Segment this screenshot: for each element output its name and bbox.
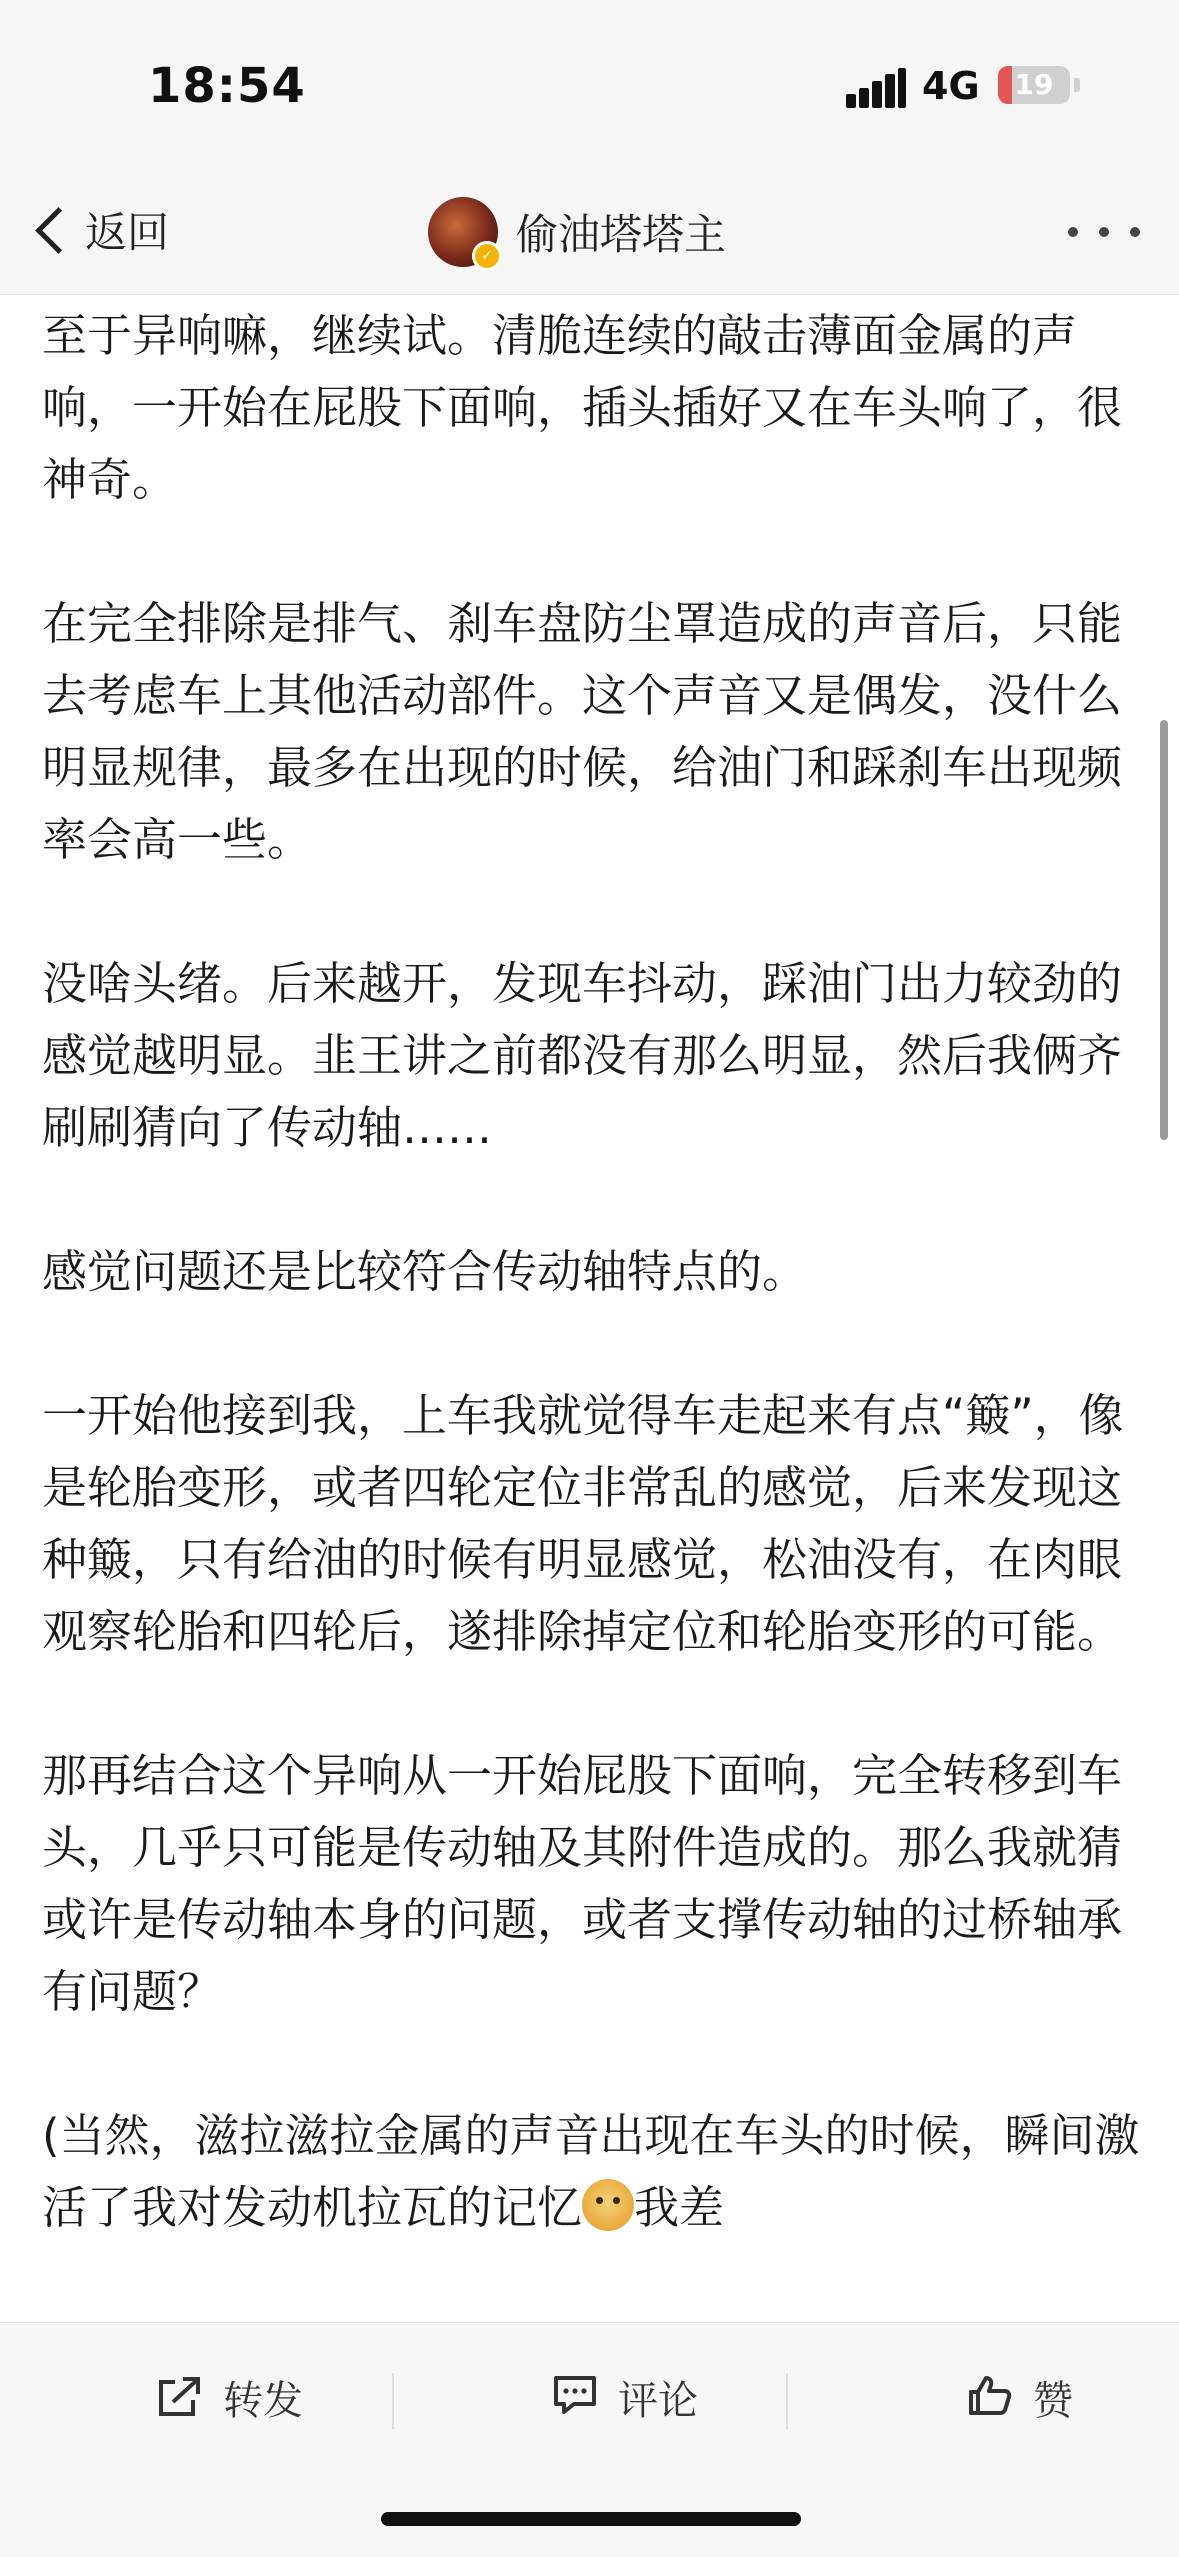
post-paragraph: 没啥头绪。后来越开，发现车抖动，踩油门出力较劲的感觉越明显。韭王讲之前都没有那么明显，然后我俩齐刷刷猜向了传动轴…… xyxy=(42,957,1123,1154)
battery-icon xyxy=(998,66,1070,104)
post-paragraph xyxy=(42,2100,1142,2244)
post-text: (当然，滋拉滋拉金属的声音出现在车头的时候，瞬间激活了我对发动机拉瓦的记忆 xyxy=(42,2109,1140,2234)
repost-button[interactable] xyxy=(110,2357,350,2437)
doge-emoji-icon xyxy=(582,2179,634,2231)
back-button[interactable] xyxy=(30,198,169,262)
user-profile[interactable] xyxy=(428,194,726,270)
comment-icon xyxy=(552,2374,598,2420)
back-label: 返回 xyxy=(85,208,170,257)
share-icon xyxy=(157,2376,203,2418)
status-time: 18:54 xyxy=(148,58,306,114)
post-paragraph: 一开始他接到我，上车我就觉得车走起来有点“簸”，像是轮胎变形，或者四轮定位非常乱的感觉，后来发现这种簸，只有给油的时候有明显感觉，松油没有，在肉眼观察轮胎和四轮后，遂排除掉定位和轮胎变形的可能。 xyxy=(42,1389,1124,1658)
network-type: 4G xyxy=(922,64,980,108)
home-indicator[interactable] xyxy=(381,2512,801,2526)
battery-level: 19 xyxy=(1014,68,1054,101)
avatar[interactable] xyxy=(428,197,498,267)
post-content xyxy=(42,294,1142,2322)
verified-badge-icon: ✓ xyxy=(472,241,502,271)
repost-label: 转发 xyxy=(223,2377,303,2424)
divider xyxy=(392,2373,394,2429)
post-paragraph: 感觉问题还是比较符合传动轴特点的。 xyxy=(42,1245,808,1298)
signal-icon xyxy=(846,68,906,108)
username[interactable]: 偷油塔塔主 xyxy=(516,210,727,259)
like-label: 赞 xyxy=(1033,2377,1073,2424)
chevron-left-icon xyxy=(35,207,82,254)
more-icon[interactable] xyxy=(1068,214,1140,250)
like-button[interactable] xyxy=(920,2357,1120,2437)
post-text: 我差 xyxy=(634,2181,725,2234)
scrollbar[interactable] xyxy=(1160,720,1168,1140)
comment-label: 评论 xyxy=(618,2377,698,2424)
thumbs-up-icon xyxy=(967,2374,1013,2420)
status-bar xyxy=(0,0,1179,170)
post-paragraph: 至于异响嘛，继续试。清脆连续的敲击薄面金属的声响，一开始在屁股下面响，插头插好又在车头响了，很神奇。 xyxy=(42,309,1123,506)
nav-bar xyxy=(0,170,1179,295)
comment-button[interactable] xyxy=(505,2357,745,2437)
divider xyxy=(786,2373,788,2429)
post-paragraph: 在完全排除是排气、刹车盘防尘罩造成的声音后，只能去考虑车上其他活动部件。这个声音又是偶发，没什么明显规律，最多在出现的时候，给油门和踩刹车出现频率会高一些。 xyxy=(42,597,1123,866)
post-paragraph: 那再结合这个异响从一开始屁股下面响，完全转移到车头，几乎只可能是传动轴及其附件造成的。那么我就猜或许是传动轴本身的问题，或者支撑传动轴的过桥轴承有问题？ xyxy=(42,1749,1123,2018)
